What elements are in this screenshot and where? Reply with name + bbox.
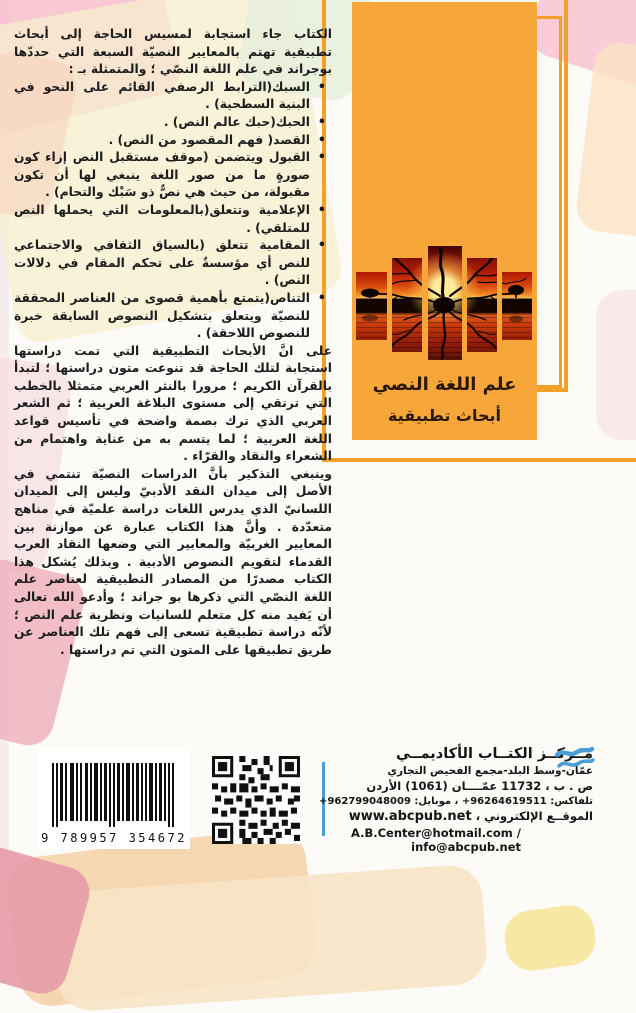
list-item: • السبك(الترابط الرصفي القائم على النحو في البنية السطحية) . bbox=[14, 79, 322, 114]
pastel-blob-pink-right bbox=[596, 290, 636, 440]
list-item: • المقامية تتعلق (بالسياق الثقافي والاجتماعي للنص أي مؤسسةٌ على تحكم المقام في دلالات النص) . bbox=[14, 237, 322, 290]
publisher-logo-waves-icon bbox=[553, 746, 595, 774]
barcode-bars-icon bbox=[52, 763, 176, 829]
criteria-list bbox=[14, 79, 332, 343]
list-item: • التناص(يتمتع بأهمية قصوى من العناصر المحققة للنصيّة ويتعلق بتشكيل النصوص السابقة خبرة للنصوص اللاحقة) . bbox=[14, 290, 322, 343]
closing-paragraph-2: وينبغي التذكير بأنَّ الدراسات النصيّة تنتمي في الأصل إلى ميدان النقد الأدبيّ وليس إلى الميدان اللسانيّ الذي يدرس اللغات دراسة علميّة في مناهج متعدّدة . وأنَّ هذا الكتاب عبارة عن موازنة بين المعايير الغربيّة والمعايير التي وضعها النقاد العرب القدماء لتقويم النصوص الأدبية . وبذلك يُشكل هذا الكتاب مصدرًا من المصادر التطبيقية لعناصر علم اللغة النصّي التي ذكرها بو جراند ؛ وأدعو الله تعالى أن يَفيد منه كل متعلم للسانيات ونظرية علم النص ؛ لأنّه دراسة تطبيقية تسعى إلى فهم تلك العناصر عن طريق تطبيقها على المتون التي تم دراستها . bbox=[14, 466, 332, 657]
horizontal-rule bbox=[322, 458, 636, 462]
side-panel bbox=[352, 2, 537, 440]
isbn-number: 9 789957 354672 bbox=[41, 831, 187, 845]
book-subtitle: أبحاث تطبيقية bbox=[387, 406, 502, 425]
book-title: علم اللغة النصي bbox=[372, 374, 517, 395]
isbn-barcode bbox=[38, 750, 190, 849]
publisher-block bbox=[280, 746, 593, 854]
intro-paragraph: الكتاب جاء استجابة لمسيس الحاجة إلى أبحاث تطبيقية تهتم بالمعايير النصيّة السبعة التي حددّها بوجراند في علم اللغة النصّي ؛ والمتمثلة بـ : bbox=[14, 27, 332, 77]
pastel-blob-peach-right bbox=[574, 40, 636, 240]
five-panel-sunset-tree-painting-icon bbox=[356, 246, 532, 360]
list-item: • الإعلامية وتتعلق(بالمعلومات التي يحملها النص للمتلقي) . bbox=[14, 202, 322, 237]
tree-silhouette-icon bbox=[356, 246, 532, 360]
website-label: الموقــع الإلكتروني ، bbox=[475, 809, 593, 823]
right-frame-jog bbox=[537, 388, 568, 392]
list-item: • القبول ويتضمن (موقف مستقبل النص إزاء كون صورةٍ ما من صور اللغة ينبغي لها أن تكون مقبولة، من حيث هي نصٌّ ذو سَبْك والتحام) . bbox=[14, 149, 322, 202]
list-item: • الحبك(حبك عالم النص) . bbox=[14, 114, 322, 132]
back-cover-text bbox=[14, 26, 332, 659]
publisher-emails[interactable]: A.B.Center@hotmail.com / info@abcpub.net bbox=[351, 826, 521, 854]
list-item: • القصد( فهم المقصود من النص) . bbox=[14, 132, 322, 150]
publisher-name: مــركــز الكتــاب الأكاديمــي bbox=[396, 746, 593, 762]
pastel-blob-yellow-bottom bbox=[501, 902, 598, 974]
closing-paragraph-1: على انَّ الأبحاث التطبيقية التي تمت دراستها استجابة لتلك الحاجة قد تنوعت متون دراستها ؛ لتبدأ بالقرآن الكريم ؛ مرورا بالنثر العربي متمثلا بالخطب التي ترتقي إلى مستوى البلاغة العربية ؛ ثم الشعر العربي الذي ترك بصمة واضحة في تأسيس قواعد اللغة العربية ؛ لما يتسم به من عناية واهتمام من الشعراء والنقاد والقرّاء . bbox=[14, 343, 332, 464]
publisher-phone: تلفاكس: 96264619511+ ، موبايل: 962799048009+ bbox=[319, 795, 593, 807]
right-frame-vertical bbox=[564, 0, 568, 392]
publisher-website-line bbox=[280, 809, 593, 824]
website-url[interactable]: www.abcpub.net bbox=[348, 809, 472, 824]
publisher-pobox: ص . ب ، 11732 عمّــــان (1061) الأردن bbox=[366, 779, 593, 793]
publisher-address: عمّان-وسط البلد-مجمع الفحيص التجاري bbox=[387, 764, 593, 777]
